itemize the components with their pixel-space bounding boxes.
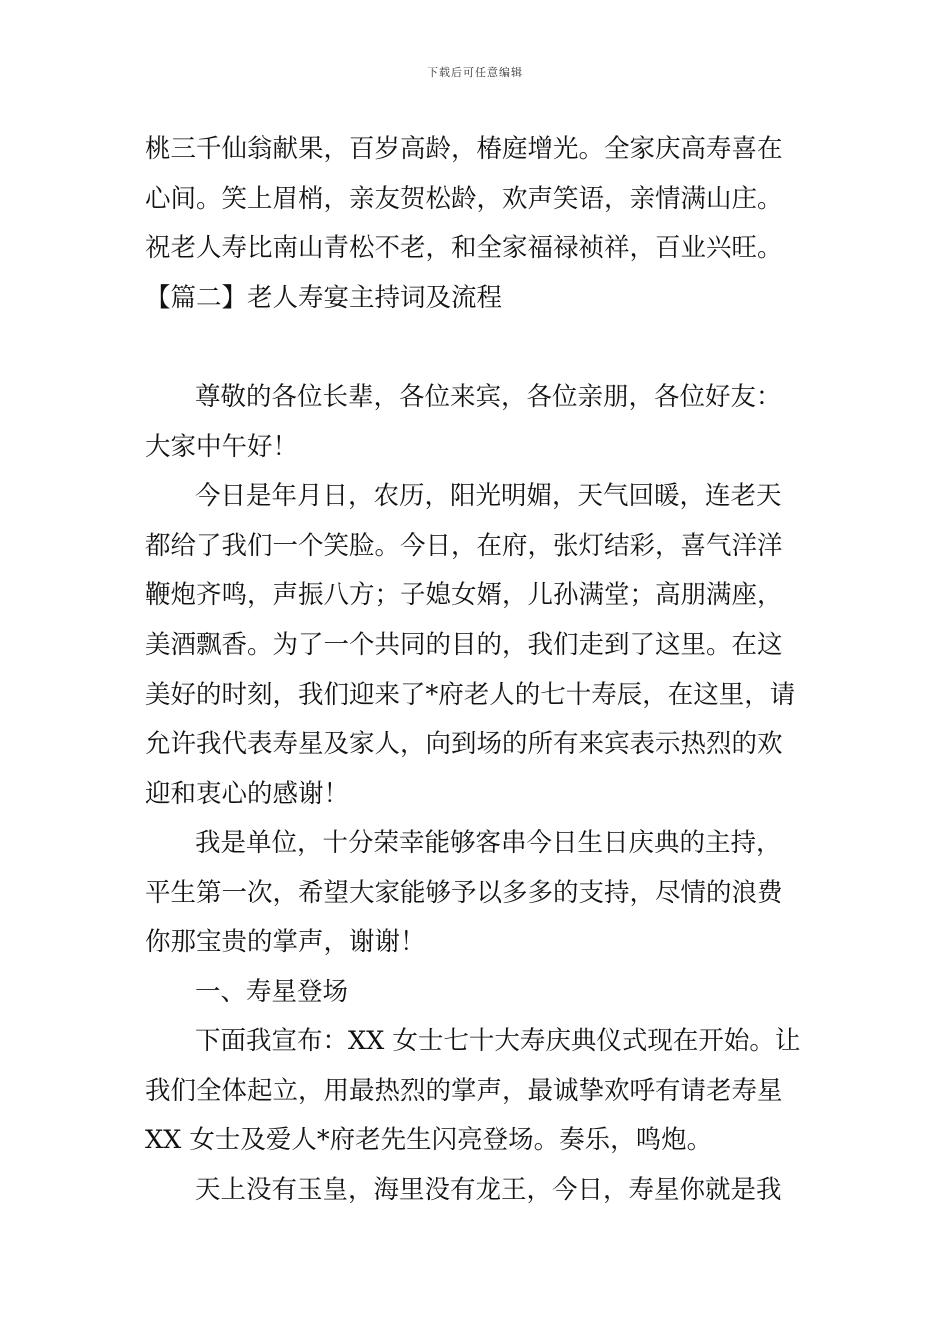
- paragraph-line: 允许我代表寿星及家人，向到场的所有来宾表示热烈的欢: [145, 729, 783, 759]
- section-heading: 【篇二】老人寿宴主持词及流程: [145, 283, 503, 313]
- paragraph-line: 今日是年月日，农历，阳光明媚，天气回暖，连老天: [195, 481, 782, 511]
- paragraph-line: 下面我宣布：XX 女士七十大寿庆典仪式现在开始。让: [195, 1026, 801, 1056]
- paragraph-line: 美好的时刻，我们迎来了*府老人的七十寿辰，在这里，请: [145, 680, 796, 710]
- paragraph-line: 桃三千仙翁献果，百岁高龄，椿庭增光。全家庆高寿喜在: [145, 134, 783, 164]
- paragraph-line: 祝老人寿比南山青松不老，和全家福禄祯祥，百业兴旺。: [145, 233, 783, 263]
- paragraph-line: 你那宝贵的掌声，谢谢！: [145, 927, 426, 957]
- subsection-heading: 一、寿星登场: [195, 977, 349, 1007]
- paragraph-line: 我们全体起立，用最热烈的掌声，最诚挚欢呼有请老寿星: [145, 1076, 783, 1106]
- paragraph-line: 心间。笑上眉梢，亲友贺松龄，欢声笑语，亲情满山庄。: [145, 184, 783, 214]
- paragraph-line: 天上没有玉皇，海里没有龙王，今日，寿星你就是我: [195, 1175, 782, 1205]
- paragraph-line: 平生第一次，希望大家能够予以多多的支持，尽情的浪费: [145, 878, 783, 908]
- paragraph-line: XX 女士及爱人*府老先生闪亮登场。奏乐，鸣炮。: [145, 1125, 713, 1155]
- paragraph-line: 美酒飘香。为了一个共同的目的，我们走到了这里。在这: [145, 630, 783, 660]
- paragraph-line: 尊敬的各位长辈，各位来宾，各位亲朋，各位好友：: [195, 382, 782, 412]
- paragraph-line: 都给了我们一个笑脸。今日，在府，张灯结彩，喜气洋洋: [145, 531, 783, 561]
- paragraph-line: 鞭炮齐鸣，声振八方；子媳女婿，儿孙满堂；高朋满座，: [145, 580, 783, 610]
- paragraph-line: 我是单位，十分荣幸能够客串今日生日庆典的主持，: [195, 828, 782, 858]
- paragraph-line: 迎和衷心的感谢！: [145, 779, 350, 809]
- page-header-watermark: 下载后可任意编辑: [427, 66, 523, 79]
- paragraph-line: 大家中午好！: [145, 432, 299, 462]
